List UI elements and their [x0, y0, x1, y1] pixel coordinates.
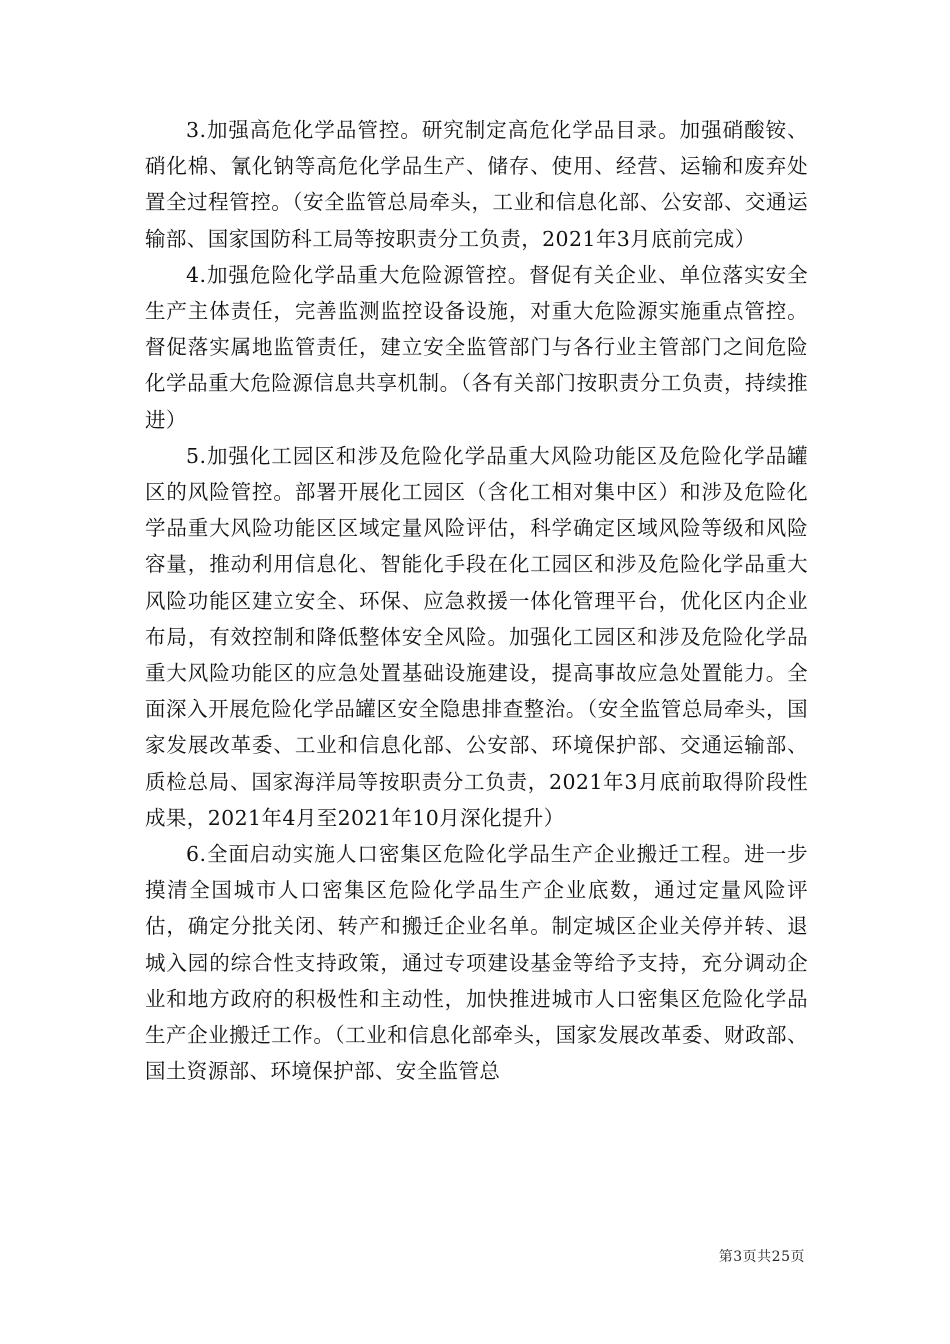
paragraph-item-4: 4.加强危险化学品重大危险源管控。督促有关企业、单位落实安全生产主体责任，完善监测监控设备设施，对重大危险源实施重点管控。督促落实属地监管责任，建立安全监管部门与各行业主管部门之间危险化学品重大危险源信息共享机制。（各有关部门按职责分工负责，持续推进）: [145, 262, 808, 432]
paragraph-item-3: 3.加强高危化学品管控。研究制定高危化学品目录。加强硝酸铵、硝化棉、氰化钠等高危化学品生产、储存、使用、经营、运输和废弃处置全过程管控。（安全监管总局牵头，工业和信息化部、公安部、交通运输部、国家国防科工局等按职责分工负责，2021年3月底前完成）: [145, 118, 808, 251]
paragraph-item-5: 5.加强化工园区和涉及危险化学品重大风险功能区及危险化学品罐区的风险管控。部署开展化工园区（含化工相对集中区）和涉及危险化学品重大风险功能区区域定量风险评估，科学确定区域风险等级和风险容量，推动利用信息化、智能化手段在化工园区和涉及危险化学品重大风险功能区建立安全、环保、应急救援一体化管理平台，优化区内企业布局，有效控制和降低整体安全风险。加强化工园区和涉及危险化学品重大风险功能区的应急处置基础设施建设，提高事故应急处置能力。全面深入开展危险化学品罐区安全隐患排查整治。（安全监管总局牵头，国家发展改革委、工业和信息化部、公安部、环境保护部、交通运输部、质检总局、国家海洋局等按职责分工负责，2021年3月底前取得阶段性成果，2021年4月至2021年10月深化提升）: [145, 443, 808, 830]
page-number: 第3页共25页: [718, 1249, 805, 1265]
document-body: [145, 112, 808, 1089]
paragraph-item-6: 6.全面启动实施人口密集区危险化学品生产企业搬迁工程。进一步摸清全国城市人口密集区危险化学品生产企业底数，通过定量风险评估，确定分批关闭、转产和搬迁企业名单。制定城区企业关停并转、退城入园的综合性支持政策，通过专项建设基金等给予支持，充分调动企业和地方政府的积极性和主动性，加快推进城市人口密集区危险化学品生产企业搬迁工作。（工业和信息化部牵头，国家发展改革委、财政部、国土资源部、环境保护部、安全监管总: [145, 842, 808, 1084]
